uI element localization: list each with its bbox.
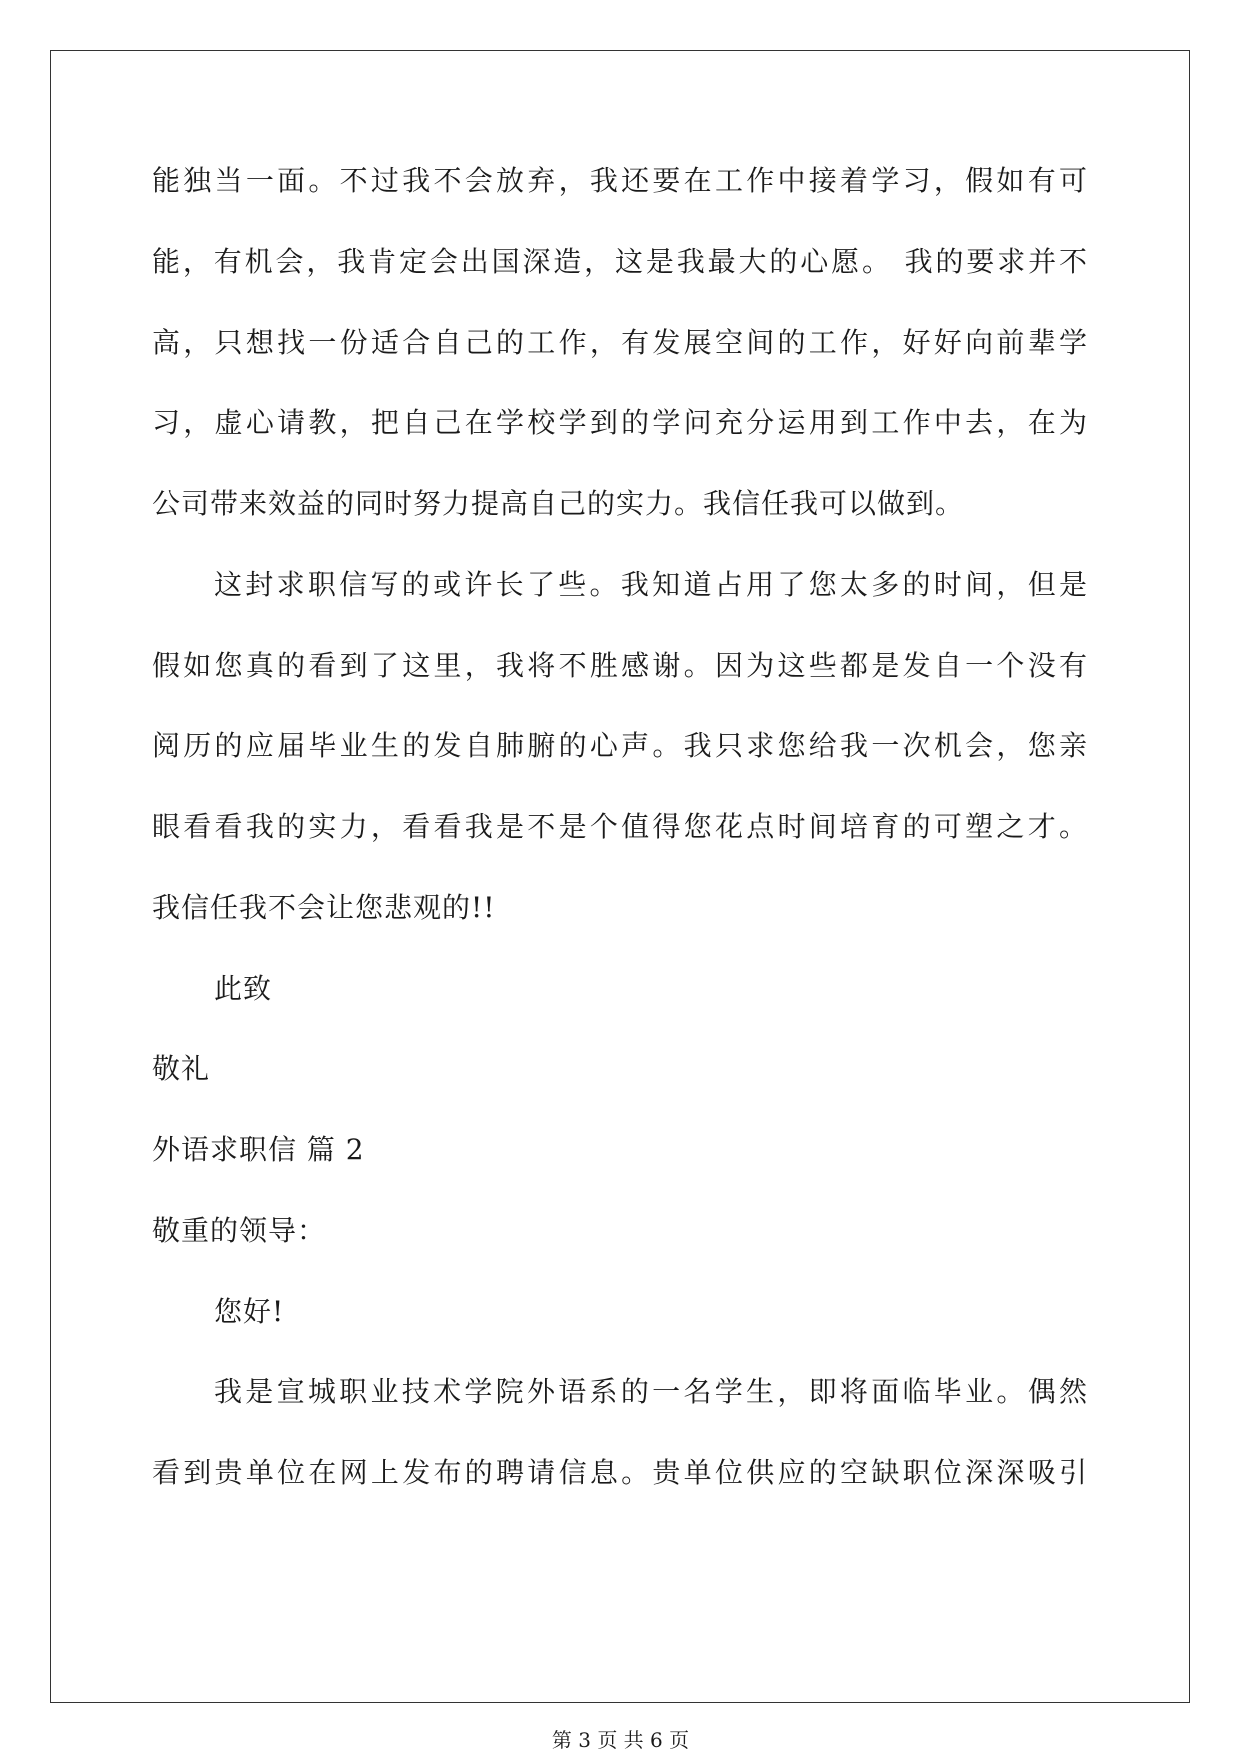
- body-line-7: 假如您真的看到了这里，我将不胜感谢。因为这些都是发自一个没有: [152, 649, 1088, 682]
- body-line-9: 眼看看我的实力，看看我是不是个值得您花点时间培育的可塑之才。: [152, 810, 1088, 843]
- body-line-8: 阅历的应届毕业生的发自肺腑的心声。我只求您给我一次机会，您亲: [152, 729, 1088, 762]
- body-line-5: 公司带来效益的同时努力提高自己的实力。我信任我可以做到。: [152, 487, 965, 520]
- body-line-10: 我信任我不会让您悲观的!!: [152, 891, 496, 924]
- letter-salutation: 敬重的领导：: [152, 1214, 327, 1247]
- body-line-4: 习，虚心请教，把自己在学校学到的学问充分运用到工作中去，在为: [152, 406, 1088, 439]
- page-number-footer: 第 3 页 共 6 页: [551, 1728, 690, 1752]
- body-line-6: 这封求职信写的或许长了些。我知道占用了您太多的时间，但是: [214, 568, 1088, 601]
- body-line-2: 能，有机会，我肯定会出国深造，这是我最大的心愿。 我的要求并不: [152, 245, 1088, 278]
- body-line-3: 高，只想找一份适合自己的工作，有发展空间的工作，好好向前辈学: [152, 326, 1088, 359]
- body-line-17: 看到贵单位在网上发布的聘请信息。贵单位供应的空缺职位深深吸引: [152, 1456, 1088, 1489]
- body-line-1: 能独当一面。不过我不会放弃，我还要在工作中接着学习，假如有可: [152, 164, 1088, 197]
- greeting: 您好!: [214, 1295, 285, 1328]
- section-heading: 外语求职信 篇 2: [152, 1133, 365, 1166]
- closing-regards: 敬礼: [152, 1052, 211, 1085]
- closing-salutation: 此致: [214, 972, 273, 1005]
- body-line-16: 我是宣城职业技术学院外语系的一名学生，即将面临毕业。偶然: [214, 1375, 1088, 1408]
